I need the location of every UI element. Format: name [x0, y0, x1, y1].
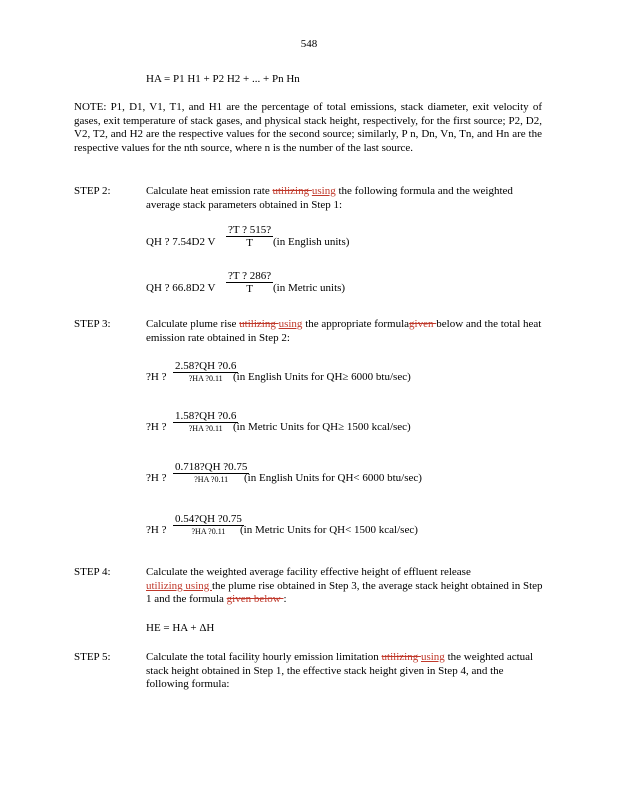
- step2-eq2-note: (in Metric units): [273, 282, 346, 294]
- step2-inserted-text: using: [311, 185, 336, 197]
- page-number: 548: [300, 38, 318, 50]
- note-paragraph: NOTE: P1, D1, V1, T1, and H1 are the percentage of total emissions, stack diameter, exit velocity of gases, exit temperature of stack gases, and physical stack height, respectively, for the first source; P2, D2, V2, T2, and H2 are the respective values for the second source; similarly, P n, Dn, Vn, Tn, and Hn are the respective values for the nth source, where n is the number of the last source.: [74, 101, 542, 154]
- step5-text: [146, 651, 546, 692]
- step2-eq1-note: (in English units): [273, 236, 350, 248]
- step2-eq2-left: QH ? 66.8D2 V: [146, 282, 216, 294]
- step4-text-1: Calculate the weighted average facility effective height of effluent release: [146, 566, 471, 578]
- step3-eq2-denominator: ?HA ?0.11: [188, 424, 223, 433]
- step3-eq4-note: (in Metric Units for QH< 1500 kcal/sec): [240, 524, 418, 536]
- step3-eq3-note: (in English Units for QH< 6000 btu/sec): [244, 472, 422, 484]
- step2-eq1-left: QH ? 7.54D2 V: [146, 236, 216, 248]
- step3-text: [146, 318, 546, 345]
- step4-label: STEP 4:: [74, 566, 111, 578]
- step4-text-3: and the formula: [151, 593, 227, 605]
- step2-text: [146, 185, 546, 212]
- step3-eq2-left: ?H ?: [146, 421, 167, 433]
- step4-inserted-text: utilizing using: [146, 579, 212, 592]
- step3-eq3-denominator: ?HA ?0.11: [194, 475, 229, 484]
- step3-text-after: below and the total heat emission rate obtained in Step 2:: [146, 318, 542, 344]
- step3-eq1-numerator: 2.58?QH ?0.6: [175, 360, 237, 372]
- step3-eq2-note: (in Metric Units for QH≥ 1500 kcal/sec): [233, 421, 411, 433]
- step3-inserted-text: using: [278, 318, 303, 330]
- step3-deleted-text-2: given: [409, 318, 437, 330]
- step4-text: [146, 566, 546, 607]
- step5-text-after: the weighted actual stack height obtained in Step 1, the effective stack height given in Step 4, and the following formula:: [146, 651, 534, 690]
- step3-eq2-numerator: 1.58?QH ?0.6: [175, 410, 237, 422]
- step3-eq1-denominator: ?HA ?0.11: [188, 374, 223, 383]
- step2-eq2-denominator: T: [246, 283, 253, 295]
- step4-text-4: :: [283, 593, 287, 605]
- step3-text-mid: the appropriate formula: [302, 318, 410, 330]
- step2-eq1-numerator: ?T ? 515?: [228, 224, 272, 236]
- step3-eq1-left: ?H ?: [146, 371, 167, 383]
- step5-label: STEP 5:: [74, 651, 111, 663]
- step3-eq1-fraction: [173, 360, 238, 385]
- step2-eq2-numerator: ?T ? 286?: [228, 270, 272, 282]
- step3-eq4-left: ?H ?: [146, 524, 167, 536]
- formula-weighted-stack-height: HA = P1 H1 + P2 H2 + ... + Pn Hn: [146, 73, 300, 85]
- step3-eq2-fraction: [173, 410, 238, 435]
- step3-eq3-numerator: 0.718?QH ?0.75: [175, 461, 248, 473]
- step5-text-before: Calculate the total facility hourly emission limitation: [146, 651, 382, 663]
- step5-deleted-text: utilizing: [381, 651, 421, 663]
- step3-eq4-numerator: 0.54?QH ?0.75: [175, 513, 242, 525]
- step4-deleted-text: given below: [226, 593, 284, 605]
- step3-deleted-text: utilizing: [239, 318, 279, 330]
- step2-eq1-denominator: T: [246, 237, 253, 249]
- step2-text-before: Calculate heat emission rate: [146, 185, 273, 197]
- step2-text-after: the following formula and the weighted average stack parameters obtained in Step 1:: [146, 185, 513, 211]
- step2-eq1-fraction: [226, 224, 273, 249]
- step4-text-2: the plume rise obtained in Step 3, the average stack height obtained in Step 1: [146, 579, 543, 605]
- step2-eq2-fraction: [226, 270, 273, 295]
- step3-eq3-left: ?H ?: [146, 472, 167, 484]
- step3-eq3-fraction: [173, 461, 249, 486]
- step3-eq1-note: (in English Units for QH≥ 6000 btu/sec): [233, 371, 411, 383]
- step3-eq4-fraction: [173, 513, 244, 538]
- step4-formula: HE = HA + ΔH: [146, 622, 215, 634]
- step2-label: STEP 2:: [74, 185, 111, 197]
- step5-inserted-text: using: [420, 651, 445, 663]
- step3-text-before: Calculate plume rise: [146, 318, 240, 330]
- step2-deleted-text: utilizing: [272, 185, 312, 197]
- step3-label: STEP 3:: [74, 318, 111, 330]
- step3-eq4-denominator: ?HA ?0.11: [191, 527, 226, 536]
